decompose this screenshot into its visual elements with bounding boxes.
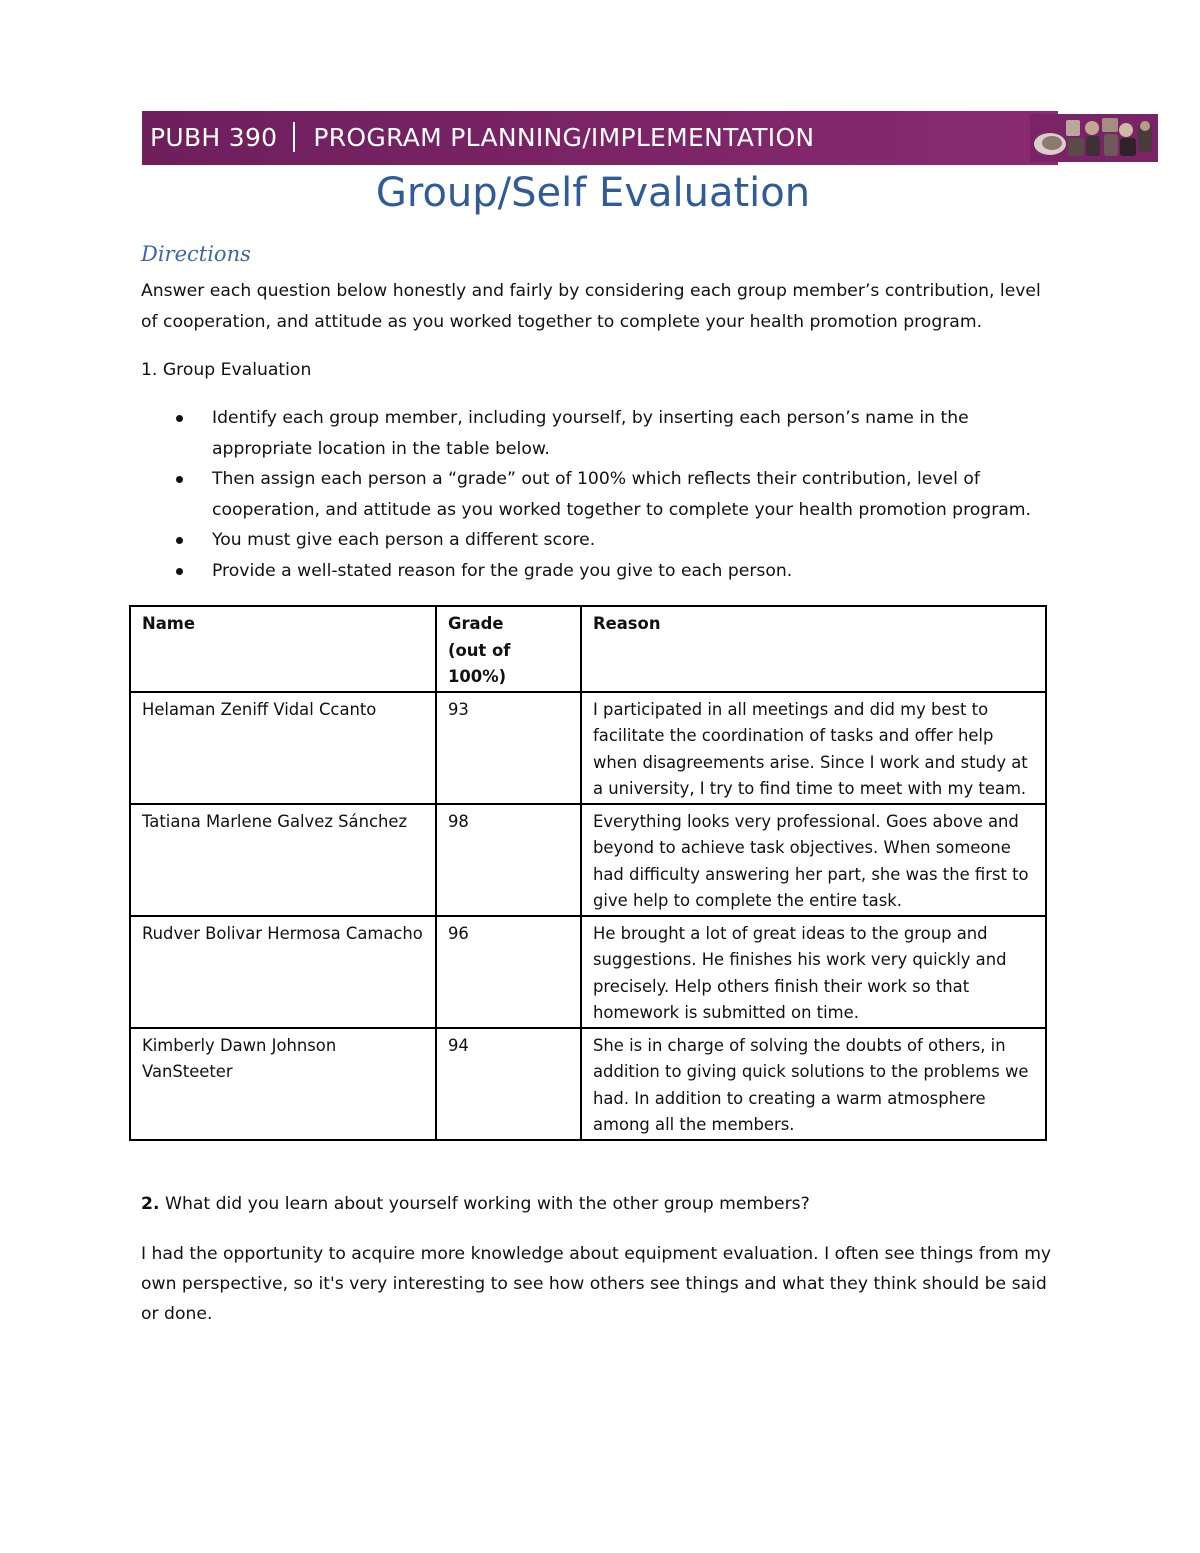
list-item [141, 464, 1061, 525]
list-item [141, 403, 1061, 464]
group-photo-icon [1030, 114, 1158, 162]
table-header-row [130, 606, 1046, 692]
member-grade: 96 [436, 916, 581, 1028]
member-grade: 94 [436, 1028, 581, 1140]
list-item-text: Identify each group member, including yourself, by inserting each person’s name in the appropriate location in the table below. [212, 408, 969, 459]
member-grade: 98 [436, 804, 581, 916]
member-reason: He brought a lot of great ideas to the group and suggestions. He finishes his work very quickly and precisely. Help others finish their work so that homework is submitted on time. [581, 916, 1046, 1028]
section2-number: 2. [141, 1194, 160, 1214]
header-grade-line2: (out of 100%) [448, 640, 511, 686]
course-code: PUBH 390 [150, 123, 278, 152]
bullet-icon [176, 476, 183, 483]
member-reason: Everything looks very professional. Goes above and beyond to achieve task objectives. When someone had difficulty answering her part, she was the first to give help to complete the entire task. [581, 804, 1046, 916]
list-item-text: Provide a well-stated reason for the grade you give to each person. [212, 560, 793, 581]
section2-question [141, 1189, 1061, 1220]
directions-text: Answer each question below honestly and fairly by considering each group member’s contribution, level of cooperation, and attitude as you worked together to complete your health promotion program. [141, 281, 1041, 332]
list-item-text: You must give each person a different score. [212, 530, 596, 550]
table-row [130, 692, 1046, 804]
table-row [130, 1028, 1046, 1140]
bullet-icon [176, 537, 183, 544]
table-row [130, 916, 1046, 1028]
section1-heading: 1. Group Evaluation [141, 360, 312, 380]
section2-answer: I had the opportunity to acquire more knowledge about equipment evaluation. I often see things from my own perspective, so it's very interesting to see how others see things and what they think should be said or done. [141, 1244, 1052, 1324]
member-reason: I participated in all meetings and did my best to facilitate the coordination of tasks and offer help when disagreements arise. Since I work and study at a university, I try to find time to meet with my team. [581, 692, 1046, 804]
evaluation-table [129, 605, 1047, 1141]
header-reason: Reason [581, 606, 1046, 692]
member-name: Rudver Bolivar Hermosa Camacho [130, 916, 436, 1028]
member-name: Tatiana Marlene Galvez Sánchez [130, 804, 436, 916]
bullet-icon [176, 415, 183, 422]
document-title: Group/Self Evaluation [375, 170, 811, 216]
member-reason: She is in charge of solving the doubts of others, in addition to giving quick solutions to the problems we had. In addition to creating a warm atmosphere among all the members. [581, 1028, 1046, 1140]
list-item-text: Then assign each person a “grade” out of 100% which reflects their contribution, level of cooperation, and attitude as you worked together to complete your health promotion program. [212, 469, 1032, 520]
header-name: Name [130, 606, 436, 692]
course-banner [142, 111, 1058, 165]
list-item [141, 556, 1061, 587]
banner-divider [293, 122, 295, 152]
bullet-icon [176, 568, 183, 575]
instruction-list [141, 403, 1061, 586]
member-name: Kimberly Dawn Johnson VanSteeter [130, 1028, 436, 1140]
table-row [130, 804, 1046, 916]
directions-heading: Directions [141, 242, 251, 266]
header-grade [436, 606, 581, 692]
member-name: Helaman Zeniff Vidal Ccanto [130, 692, 436, 804]
course-title: PROGRAM PLANNING/IMPLEMENTATION [313, 123, 815, 152]
banner-text [150, 111, 814, 165]
list-item [141, 525, 1061, 556]
header-grade-line1: Grade [448, 614, 504, 633]
section2-question-text: What did you learn about yourself working with the other group members? [159, 1194, 810, 1214]
member-grade: 93 [436, 692, 581, 804]
